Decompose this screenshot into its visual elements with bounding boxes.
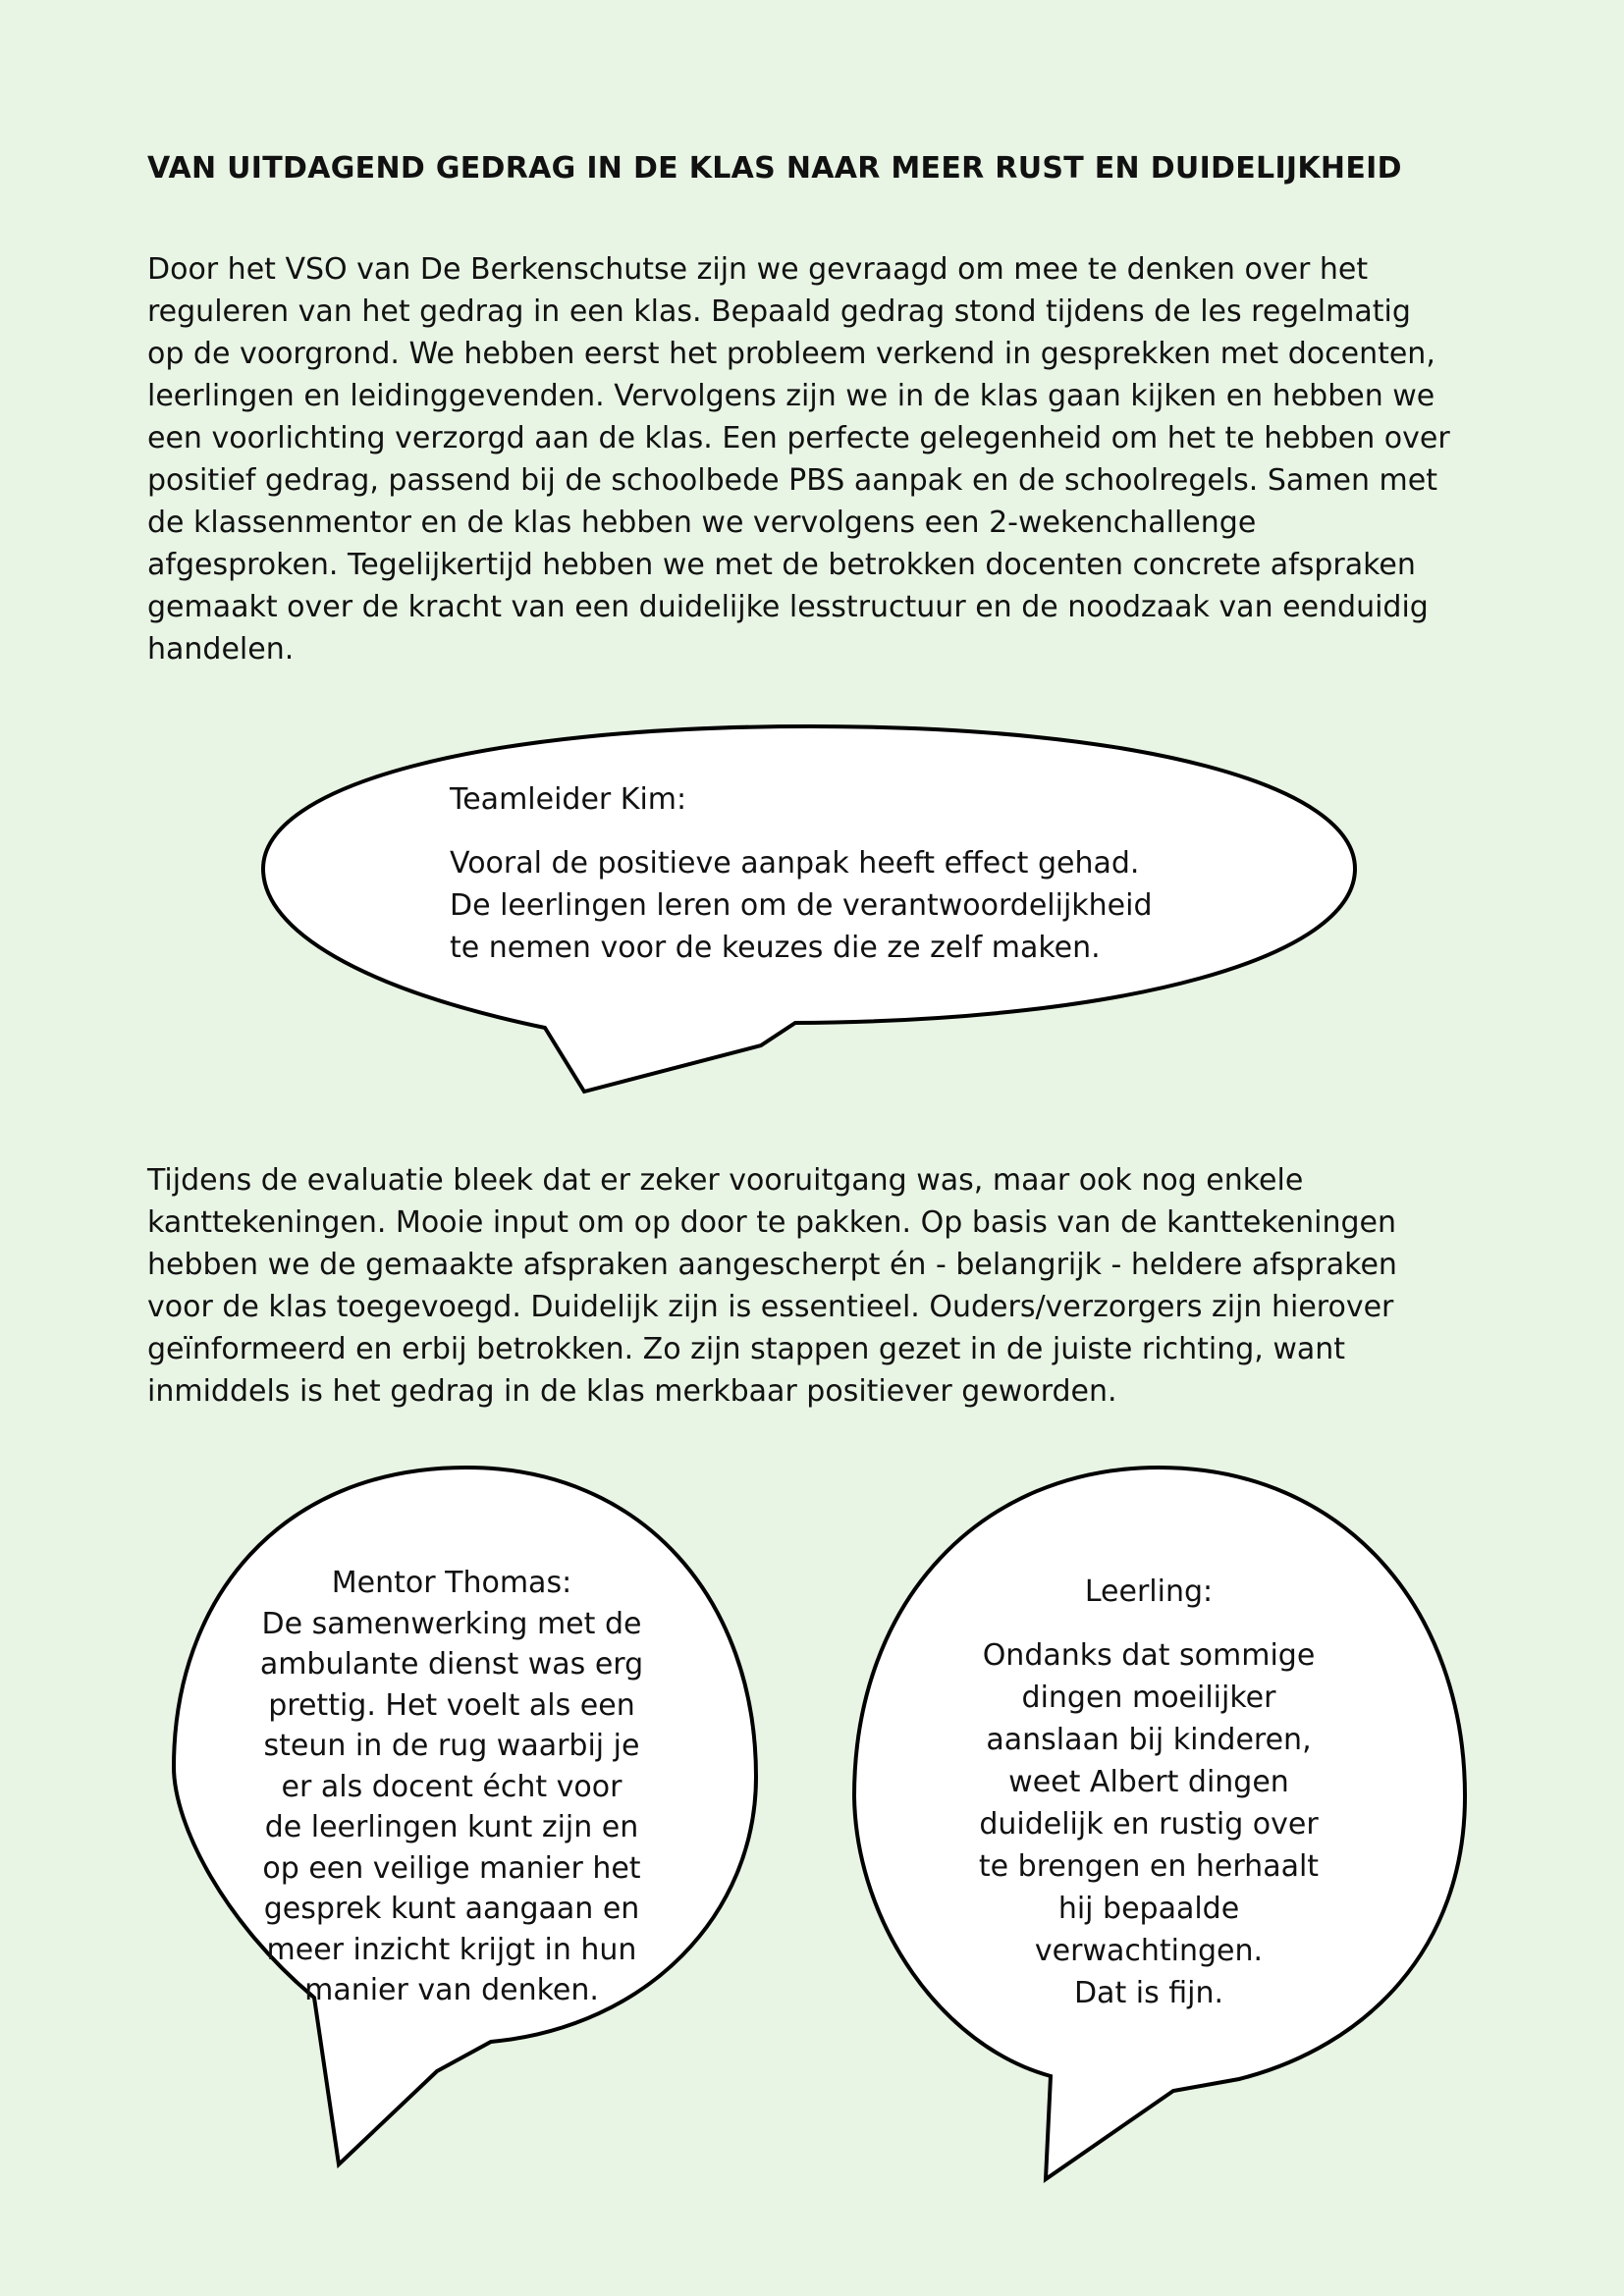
quote-line: dingen moeilijker: [1021, 1681, 1276, 1715]
quote-line: De leerlingen leren om de verantwoordelijkheid: [450, 888, 1153, 923]
quote-line: steun in de rug waarbij je: [263, 1729, 640, 1763]
paragraph-line: een voorlichting verzorgd aan de klas. Een perfecte gelegenheid om het te hebben over: [147, 421, 1450, 455]
evaluation-paragraph: [147, 1159, 1502, 1413]
paragraph-line: leerlingen en leidinggevenden. Vervolgens zijn we in de klas gaan kijken en hebben we: [147, 379, 1435, 413]
paragraph-line: hebben we de gemaakte afspraken aangescherpt én - belangrijk - heldere afspraken: [147, 1248, 1397, 1282]
quote-line: er als docent écht voor: [281, 1769, 623, 1804]
quote-speaker: Leerling:: [1084, 1575, 1214, 1609]
quote-line: verwachtingen.: [1034, 1934, 1264, 1968]
quote-line: weet Albert dingen: [1008, 1765, 1289, 1799]
quote-body: [450, 842, 1153, 969]
paragraph-line: voor de klas toegevoegd. Duidelijk zijn is essentieel. Ouders/verzorgers zijn hierover: [147, 1290, 1394, 1324]
quote-line: Dat is fijn.: [1073, 1976, 1224, 2010]
quote-line: de leerlingen kunt zijn en: [264, 1810, 639, 1844]
quote-kim: [450, 778, 1153, 969]
quote-line: manier van denken.: [304, 1973, 599, 2007]
paragraph-line: inmiddels is het gedrag in de klas merkbaar positiever geworden.: [147, 1374, 1117, 1409]
quote-line: aanslaan bij kinderen,: [986, 1723, 1312, 1757]
quote-body: [923, 1634, 1375, 2014]
paragraph-line: afgesproken. Tegelijkertijd hebben we met de betrokken docenten concrete afspraken: [147, 548, 1416, 582]
quote-line: te nemen voor de keuzes die ze zelf maken.: [450, 931, 1101, 965]
quote-line: gesprek kunt aangaan en: [263, 1892, 640, 1926]
quote-line: prettig. Het voelt als een: [268, 1687, 635, 1723]
quote-line: te brengen en herhaalt: [978, 1849, 1320, 1884]
quote-line: Ondanks dat sommige: [982, 1638, 1316, 1673]
quote-line: meer inzicht krijgt in hun: [266, 1932, 637, 1967]
paragraph-line: gemaakt over de kracht van een duidelijke lesstructuur en de noodzaak van eenduidig: [147, 590, 1429, 624]
paragraph-line: Tijdens de evaluatie bleek dat er zeker vooruitgang was, maar ook nog enkele: [147, 1163, 1304, 1198]
quote-line: ambulante dienst was erg: [259, 1647, 644, 1682]
paragraph-line: kanttekeningen. Mooie input om op door te pakken. Op basis van de kanttekeningen: [147, 1205, 1396, 1240]
quote-line: Vooral de positieve aanpak heeft effect gehad.: [450, 846, 1140, 881]
paragraph-line: positief gedrag, passend bij de schoolbede PBS aanpak en de schoolregels. Samen met: [147, 463, 1437, 498]
quote-thomas: [226, 1563, 677, 2011]
quote-speaker: Teamleider Kim:: [450, 782, 687, 817]
paragraph-line: de klassenmentor en de klas hebben we vervolgens een 2-wekenchallenge: [147, 506, 1257, 540]
paragraph-line: reguleren van het gedrag in een klas. Bepaald gedrag stond tijdens de les regelmatig: [147, 294, 1411, 329]
quote-line: duidelijk en rustig over: [979, 1807, 1319, 1842]
quote-line: hij bepaalde: [1057, 1892, 1240, 1926]
quote-line: De samenwerking met de: [261, 1606, 642, 1641]
quote-leerling: [923, 1571, 1375, 2014]
paragraph-line: op de voorgrond. We hebben eerst het probleem verkend in gesprekken met docenten,: [147, 337, 1435, 371]
paragraph-line: Door het VSO van De Berkenschutse zijn we gevraagd om mee te denken over het: [147, 252, 1369, 287]
paragraph-line: handelen.: [147, 632, 295, 667]
page-heading: VAN UITDAGEND GEDRAG IN DE KLAS NAAR MEER RUST EN DUIDELIJKHEID: [147, 151, 1402, 186]
quote-speaker: Mentor Thomas:: [331, 1566, 572, 1600]
paragraph-line: geïnformeerd en erbij betrokken. Zo zijn stappen gezet in de juiste richting, want: [147, 1332, 1346, 1366]
quote-line: op een veilige manier het: [262, 1850, 641, 1886]
